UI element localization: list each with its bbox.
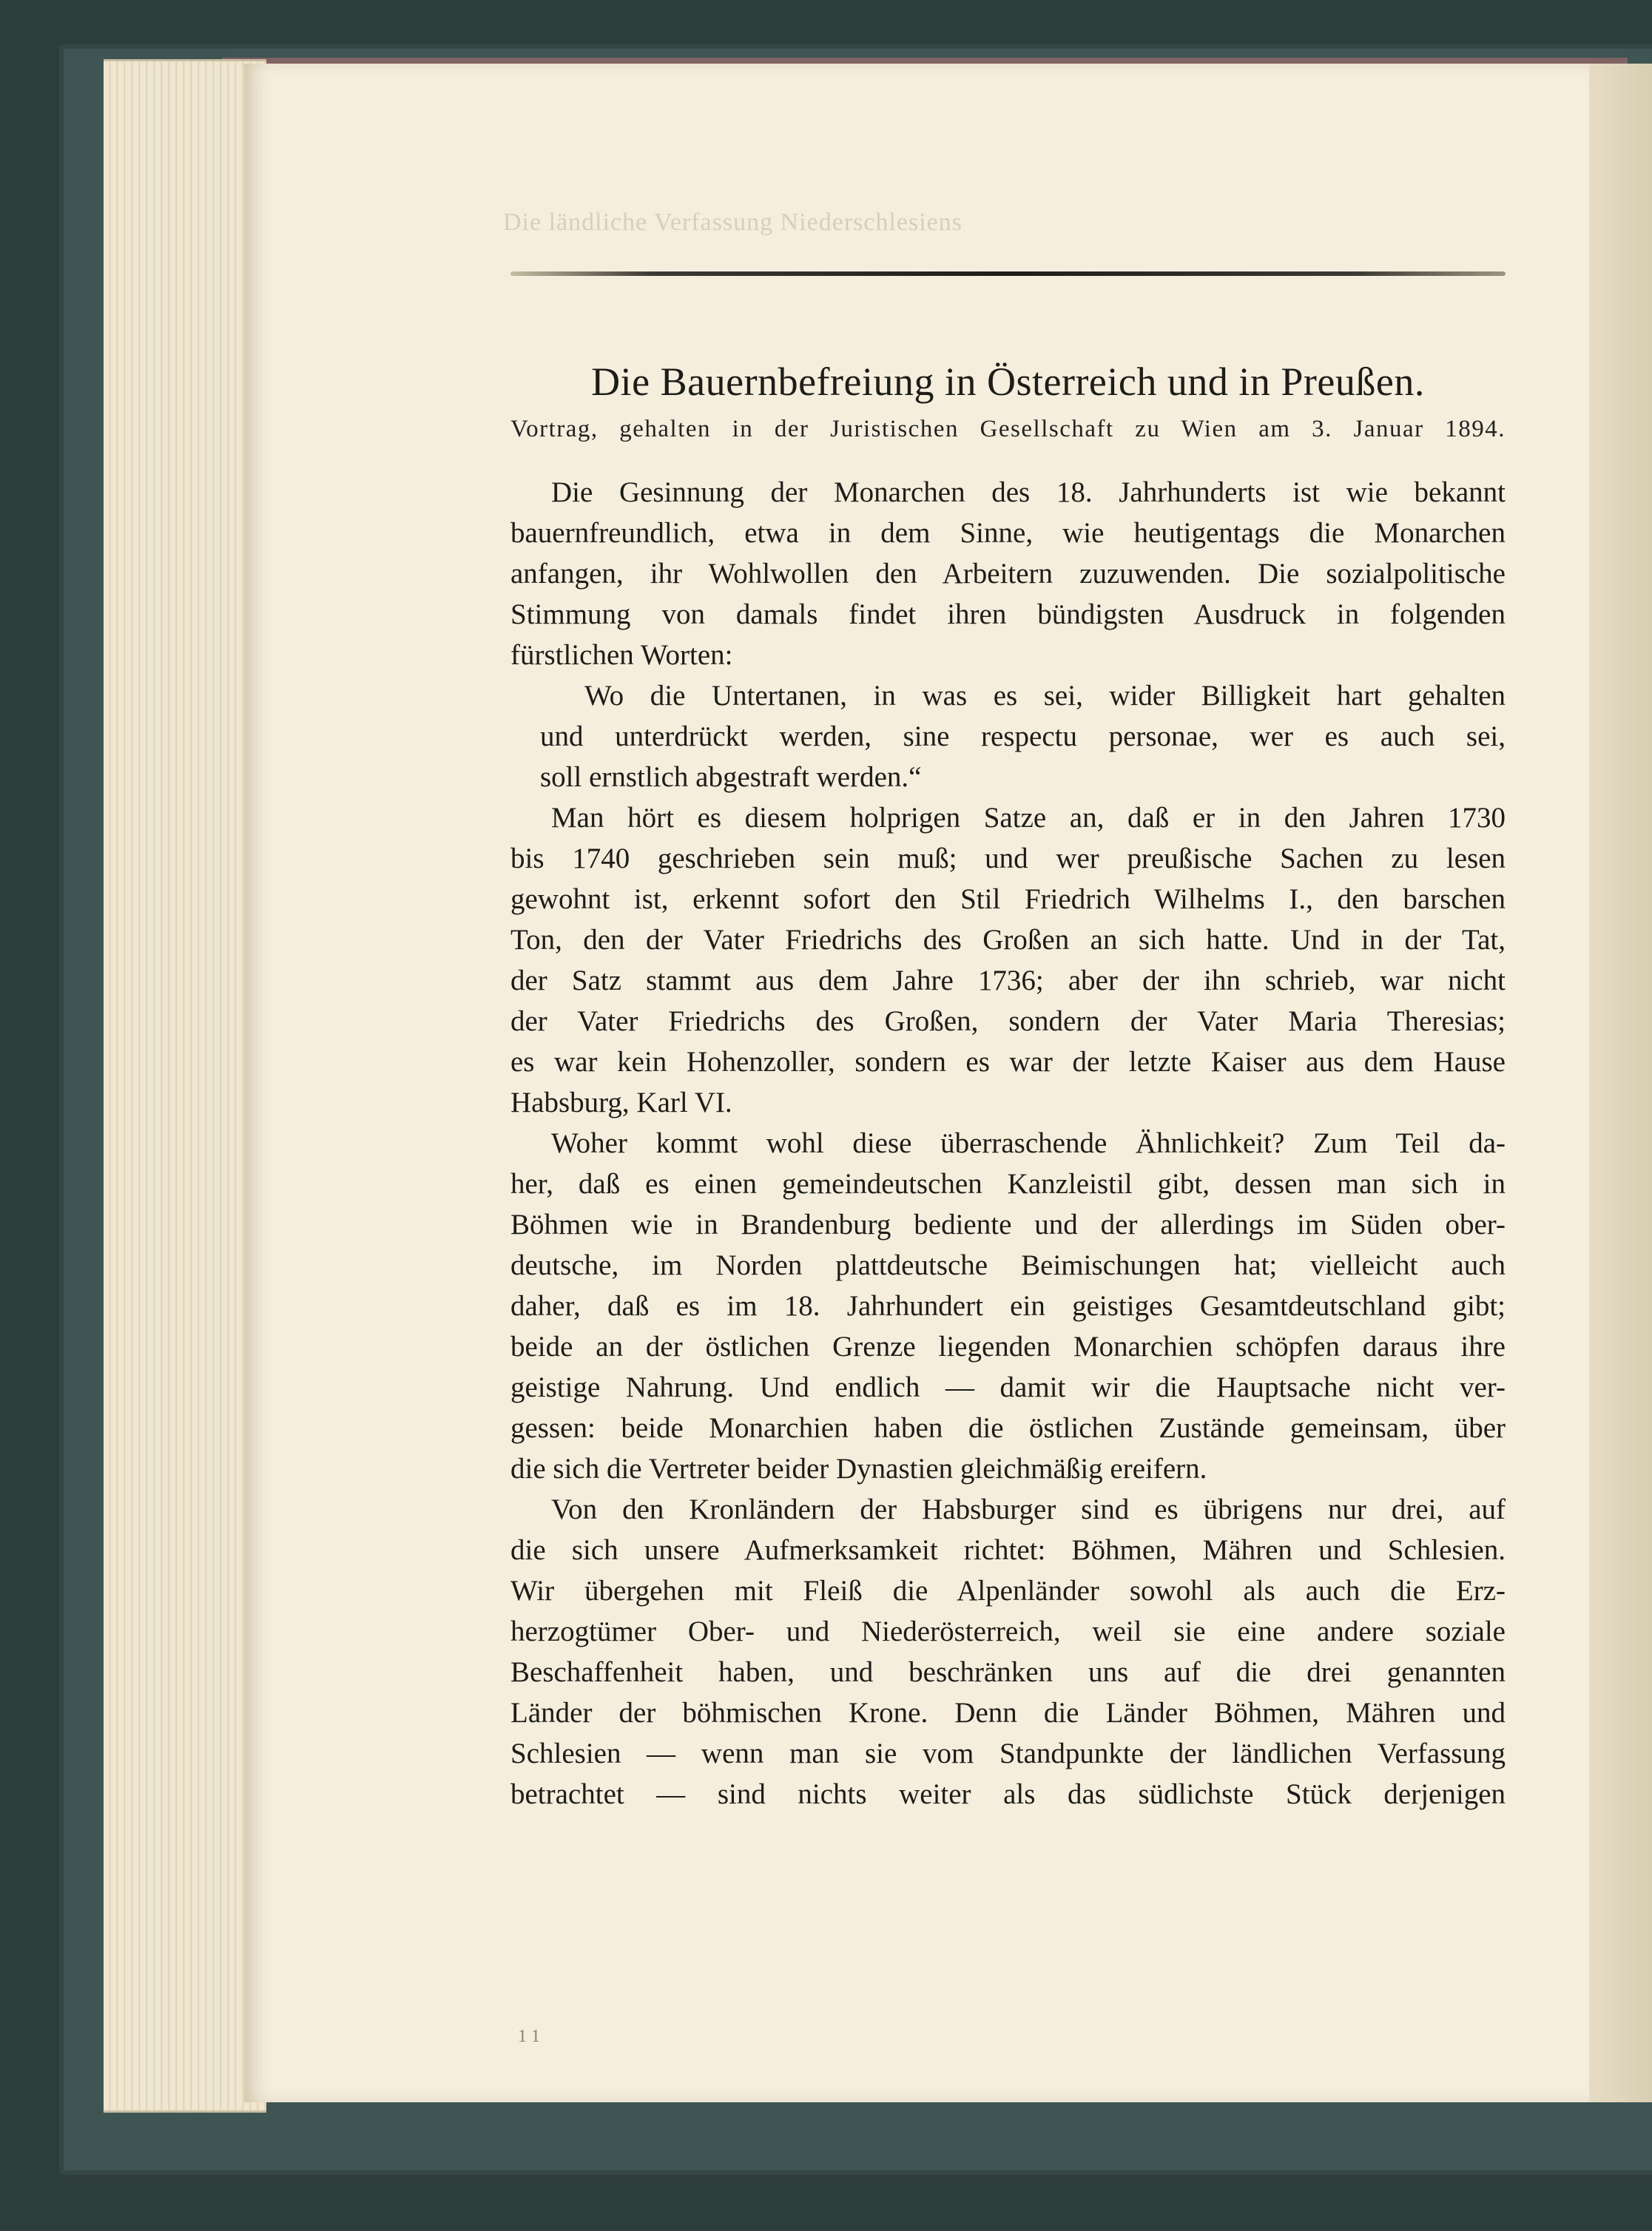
body-text [510,472,1506,1815]
text-line: bis 1740 geschrieben sein muß; und wer preußische Sachen zu lesen [510,843,1506,874]
text-line: die sich unsere Aufmerksamkeit richtet: Böhmen, Mähren und Schlesien. [510,1534,1506,1566]
right-page-edge [1589,64,1652,2102]
text-line: gewohnt ist, erkennt sofort den Stil Friedrich Wilhelms I., den barschen [510,883,1506,915]
text-line: herzogtümer Ober- und Niederösterreich, weil sie eine andere soziale [510,1616,1506,1647]
text-line: Habsburg, Karl VI. [510,1087,732,1118]
text-line: beide an der östlichen Grenze liegenden Monarchien schöpfen daraus ihre [510,1331,1506,1363]
text-line: die sich die Vertreter beider Dynastien gleichmäßig ereifern. [510,1453,1207,1485]
text-line: Länder der böhmischen Krone. Denn die Länder Böhmen, Mähren und [510,1697,1506,1729]
text-line: soll ernstlich abgestraft werden.“ [540,761,922,793]
text-line: bauernfreundlich, etwa in dem Sinne, wie heutigentags die Monarchen [510,517,1506,549]
text-line: fürstlichen Worten: [510,639,733,671]
text-line: Stimmung von damals findet ihren bündigsten Ausdruck in folgenden [510,598,1506,630]
header-rule [510,271,1506,276]
text-line: der Satz stammt aus dem Jahre 1736; aber der ihn schrieb, war nicht [510,965,1506,996]
chapter-title: Die Bauernbefreiung in Österreich und in Preußen. [591,360,1425,404]
text-line: Böhmen wie in Brandenburg bediente und der allerdings im Süden ober- [510,1209,1506,1241]
text-line: Wo die Untertanen, in was es sei, wider Billigkeit hart gehalten [584,680,1506,712]
text-line: Von den Kronländern der Habsburger sind es übrigens nur drei, auf [551,1493,1506,1525]
text-line: betrachtet — sind nichts weiter als das südlichste Stück derjenigen [510,1778,1506,1810]
bleed-through-header: Die ländliche Verfassung Niederschlesiens [503,209,963,236]
page-edges [104,59,266,2113]
text-line: Schlesien — wenn man sie vom Standpunkte der ländlichen Verfassung [510,1738,1506,1769]
text-line: daher, daß es im 18. Jahrhundert ein geistiges Gesamtdeutschland gibt; [510,1290,1506,1322]
text-line: Beschaffenheit haben, und beschränken uns auf die drei genannten [510,1656,1506,1688]
text-line: Man hört es diesem holprigen Satze an, daß er in den Jahren 1730 [551,802,1506,834]
text-line: Wir übergehen mit Fleiß die Alpenländer sowohl als auch die Erz- [510,1575,1506,1607]
text-line: geistige Nahrung. Und endlich — damit wir die Hauptsache nicht ver- [510,1371,1506,1403]
signature-mark: 1 1 [518,2027,540,2046]
text-line: gessen: beide Monarchien haben die östlichen Zustände gemeinsam, über [510,1412,1506,1444]
cover-edge [222,58,1628,64]
text-line: Die Gesinnung der Monarchen des 18. Jahrhunderts ist wie bekannt [551,476,1506,508]
text-line: Ton, den der Vater Friedrichs des Großen an sich hatte. Und in der Tat, [510,924,1506,956]
text-line: der Vater Friedrichs des Großen, sondern der Vater Maria Theresias; [510,1005,1506,1037]
text-line: es war kein Hohenzoller, sondern es war der letzte Kaiser aus dem Hause [510,1046,1506,1078]
text-line: anfangen, ihr Wohlwollen den Arbeitern zuzuwenden. Die sozialpolitische [510,558,1506,590]
chapter-subtitle: Vortrag, gehalten in der Juristischen Gesellschaft zu Wien am 3. Januar 1894. [510,416,1506,442]
text-line: her, daß es einen gemeindeutschen Kanzleistil gibt, dessen man sich in [510,1168,1506,1200]
text-line: und unterdrückt werden, sine respectu personae, wer es auch sei, [540,720,1506,752]
text-line: deutsche, im Norden plattdeutsche Beimischungen hat; vielleicht auch [510,1249,1506,1281]
text-line: Woher kommt wohl diese überraschende Ähnlichkeit? Zum Teil da- [551,1127,1506,1159]
